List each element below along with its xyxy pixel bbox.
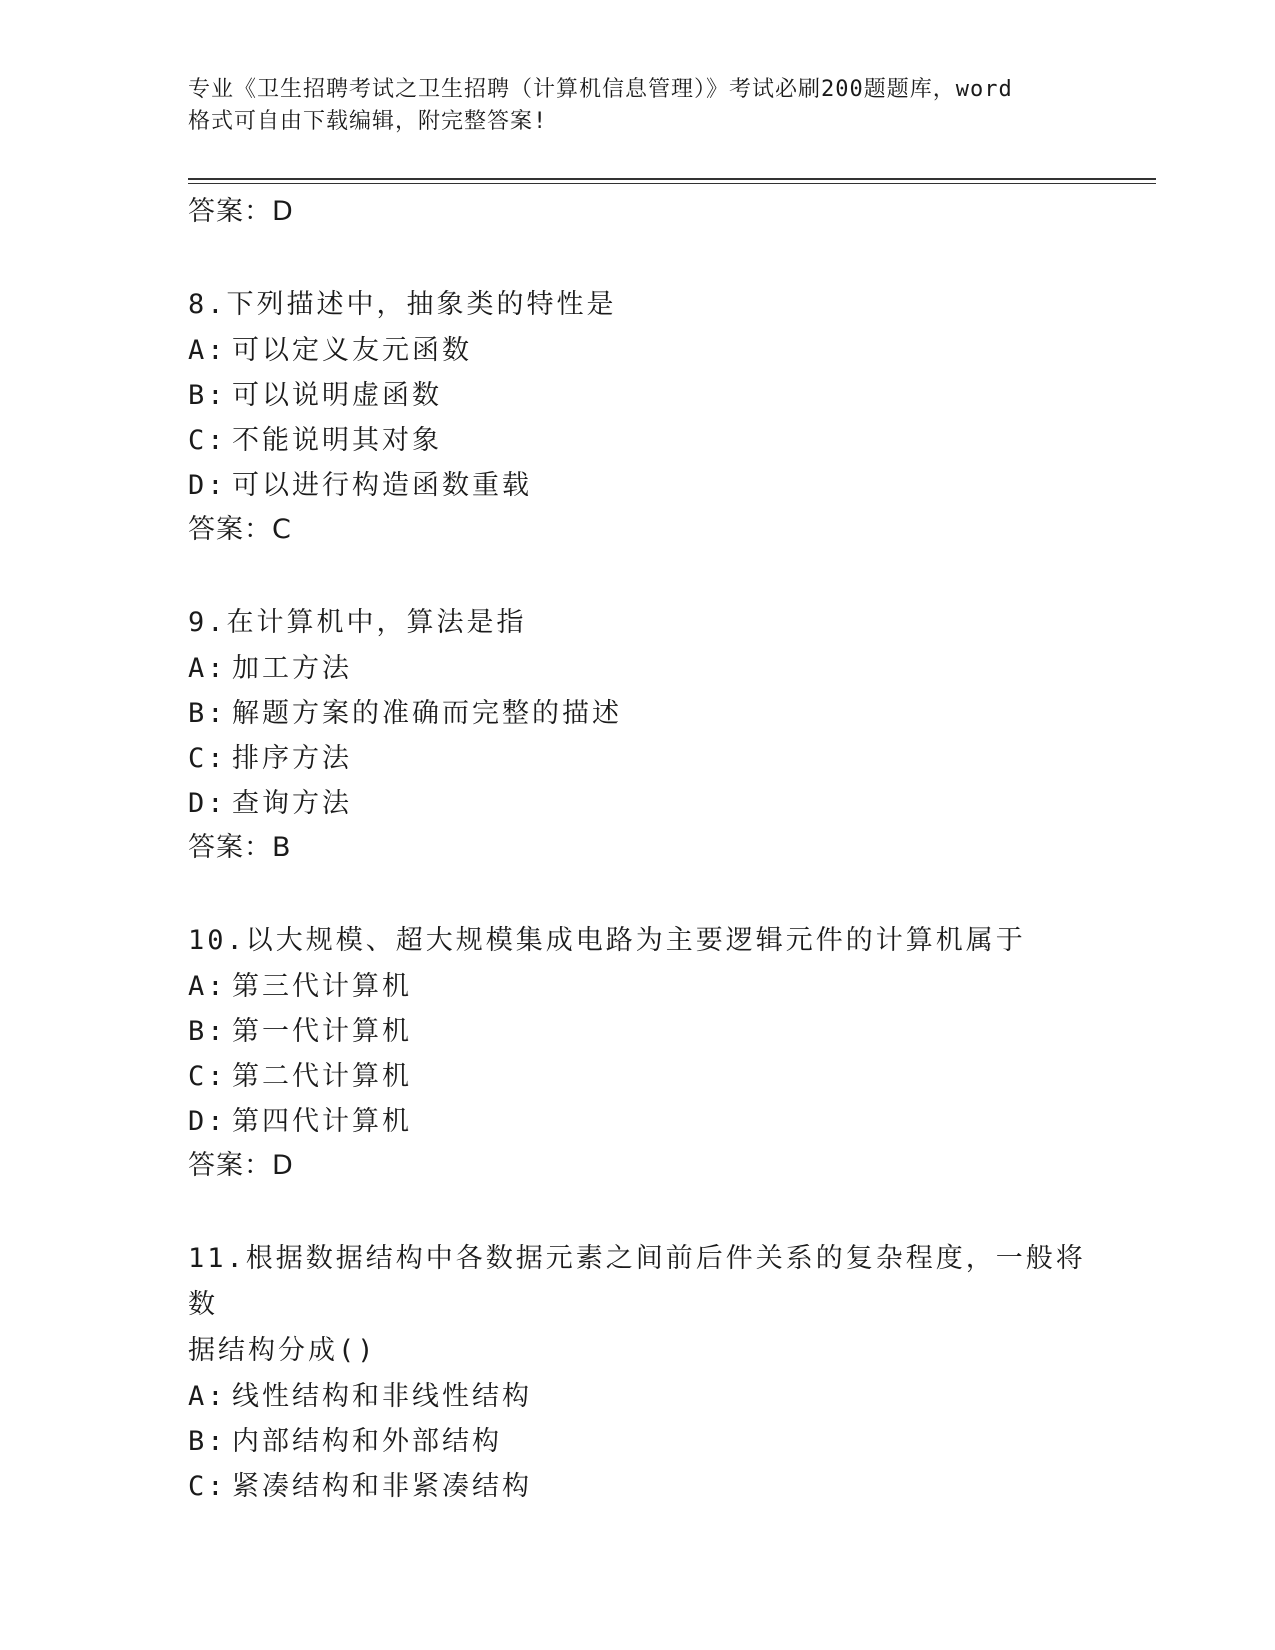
option-b	[188, 373, 1108, 418]
option-label: A:	[188, 1381, 227, 1412]
question-block	[188, 918, 1108, 1190]
option-label: B:	[188, 1426, 227, 1457]
question-text: 10.以大规模、超大规模集成电路为主要逻辑元件的计算机属于	[188, 925, 1026, 956]
header-divider-thin	[188, 183, 1156, 184]
option-text: 内部结构和外部结构	[232, 1426, 502, 1457]
option-a	[188, 646, 1108, 691]
option-text: 不能说明其对象	[232, 425, 442, 456]
option-text: 紧凑结构和非紧凑结构	[232, 1471, 532, 1502]
option-a	[188, 328, 1108, 373]
option-label: C:	[188, 1061, 227, 1092]
question-text-line-2: 据结构分成()	[188, 1335, 377, 1366]
header-line-2: 格式可自由下载编辑，附完整答案!	[188, 109, 548, 134]
question-block	[188, 600, 1108, 872]
option-label: C:	[188, 743, 227, 774]
spacer	[188, 1190, 1108, 1236]
option-text: 第一代计算机	[232, 1016, 412, 1047]
question-list	[188, 190, 1108, 1509]
spacer	[188, 872, 1108, 918]
option-label: B:	[188, 380, 227, 411]
option-label: C:	[188, 425, 227, 456]
option-d	[188, 463, 1108, 508]
option-label: D:	[188, 1106, 227, 1137]
option-b	[188, 691, 1108, 736]
option-text: 第二代计算机	[232, 1061, 412, 1092]
question-block	[188, 1236, 1108, 1509]
option-a	[188, 1374, 1108, 1419]
option-text: 线性结构和非线性结构	[232, 1381, 532, 1412]
option-label: D:	[188, 470, 227, 501]
option-d	[188, 1099, 1108, 1144]
option-b	[188, 1419, 1108, 1464]
option-d	[188, 781, 1108, 826]
question-text: 8.下列描述中，抽象类的特性是	[188, 289, 617, 320]
option-c	[188, 1054, 1108, 1099]
option-text: 可以说明虚函数	[232, 380, 442, 411]
option-label: C:	[188, 1471, 227, 1502]
option-c	[188, 736, 1108, 781]
option-text: 排序方法	[232, 743, 352, 774]
option-c	[188, 418, 1108, 463]
option-label: D:	[188, 788, 227, 819]
option-c	[188, 1464, 1108, 1509]
option-text: 可以进行构造函数重载	[232, 470, 532, 501]
question-block	[188, 282, 1108, 554]
header-line-1: 专业《卫生招聘考试之卫生招聘（计算机信息管理）》考试必刷200题题库，word	[188, 77, 1013, 102]
answer-line: 答案：C	[188, 514, 292, 545]
option-text: 加工方法	[232, 653, 352, 684]
option-label: A:	[188, 971, 227, 1002]
option-text: 查询方法	[232, 788, 352, 819]
answer-line: 答案：D	[188, 196, 294, 227]
option-label: A:	[188, 653, 227, 684]
option-text: 第三代计算机	[232, 971, 412, 1002]
option-text: 解题方案的准确而完整的描述	[232, 698, 622, 729]
option-label: B:	[188, 1016, 227, 1047]
header-divider-thick	[188, 178, 1156, 180]
spacer	[188, 236, 1108, 282]
option-b	[188, 1009, 1108, 1054]
option-text: 第四代计算机	[232, 1106, 412, 1137]
option-label: B:	[188, 698, 227, 729]
answer-line: 答案：D	[188, 1150, 294, 1181]
question-text-line-1: 11.根据数据结构中各数据元素之间前后件关系的复杂程度，一般将数	[188, 1243, 1086, 1320]
spacer	[188, 554, 1108, 600]
answer-line: 答案：B	[188, 832, 292, 863]
question-text: 9.在计算机中，算法是指	[188, 607, 527, 638]
option-label: A:	[188, 335, 227, 366]
document-header	[188, 74, 1088, 138]
option-a	[188, 964, 1108, 1009]
option-text: 可以定义友元函数	[232, 335, 472, 366]
